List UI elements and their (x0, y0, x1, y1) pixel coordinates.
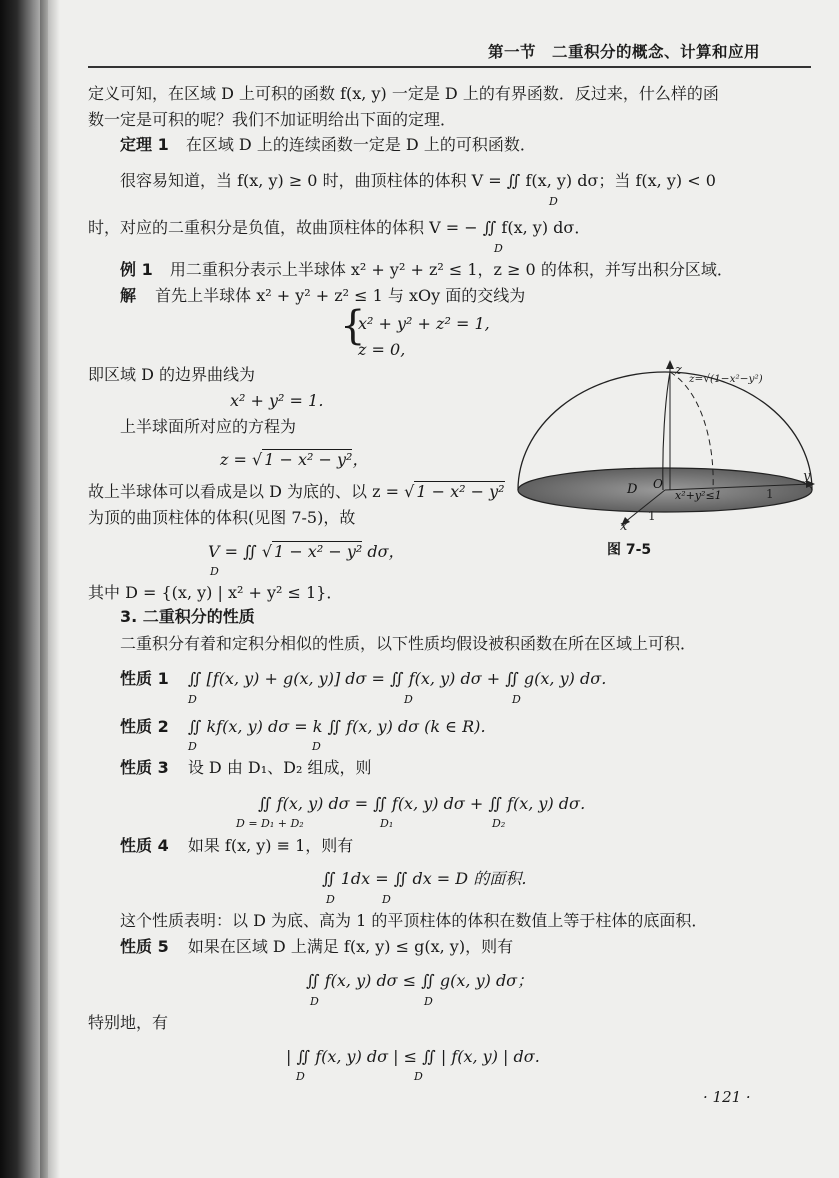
solution-text: 首先上半球体 x² + y² + z² ≤ 1 与 xOy 面的交线为 (155, 286, 526, 305)
text-line: 很容易知道，当 f(x, y) ≥ 0 时，曲顶柱体的体积 V = ∬ f(x, y) dσ；当 f(x, y) < 0 (120, 171, 716, 190)
theorem-label: 定理 1 (120, 135, 169, 154)
domain-label: D (210, 565, 219, 578)
domain-label: D₁ (380, 817, 394, 830)
page-number: · 121 · (703, 1088, 751, 1106)
equation-volume: V = ∬ √ 1 − x² − y² dσ， (208, 542, 405, 561)
text-line: 二重积分有着和定积分相似的性质，以下性质均假设被积函数在所在区域上可积． (120, 634, 697, 653)
text-line: 数一定是可积的呢？我们不加证明给出下面的定理． (88, 110, 457, 129)
system-brace: { (340, 303, 366, 349)
text-line: 上半球面所对应的方程为 (120, 417, 297, 436)
y-one-label: 1 (766, 487, 774, 501)
hemisphere-figure (515, 360, 820, 535)
figure-caption: 图 7-5 (607, 542, 652, 558)
domain-label: D = D₁ + D₂ (236, 817, 304, 830)
text-line: 这个性质表明：以 D 为底、高为 1 的平顶柱体的体积在数值上等于柱体的底面积． (120, 911, 708, 930)
property-3-equation: ∬ f(x, y) dσ = ∬ f(x, y) dσ + ∬ f(x, y) dσ． (258, 794, 596, 813)
property-1: 性质 1 ∬ [f(x, y) + g(x, y)] dσ = ∬ f(x, y) dσ + ∬ g(x, y) dσ． (120, 669, 618, 688)
property-4: 性质 4 如果 f(x, y) ≡ 1，则有 (120, 836, 354, 855)
region-label: x²+y²≤1 (675, 489, 722, 502)
text-line: 故上半球体可以看成是以 D 为底的、以 z = √ 1 − x² − y² (88, 482, 505, 501)
theorem-text: 在区域 D 上的连续函数一定是 D 上的可积函数． (185, 135, 536, 154)
system-eq-2: z = 0, (358, 340, 406, 359)
x-label: x (620, 519, 628, 534)
example-text: 用二重积分表示上半球体 x² + y² + z² ≤ 1，z ≥ 0 的体积，并写出积分区域． (169, 260, 733, 279)
system-eq-1: x² + y² + z² = 1, (358, 314, 490, 333)
example-label: 例 1 (120, 260, 153, 279)
z-arrow (666, 360, 674, 369)
text-line: 其中 D = {(x, y) | x² + y² ≤ 1}． (88, 583, 343, 602)
domain-label: D (382, 893, 391, 906)
y-label: y (803, 469, 811, 484)
surface-label: z=√(1−x²−y²) (689, 373, 763, 385)
property-5-equation-2: | ∬ f(x, y) dσ | ≤ ∬ | f(x, y) | dσ. (286, 1047, 540, 1066)
solution-line (120, 285, 525, 307)
domain-label: D (296, 1070, 305, 1083)
text-line: 为顶的曲顶柱体的体积(见图 7-5)，故 (88, 508, 356, 527)
domain-label: D (494, 242, 503, 255)
binding-gradient (40, 0, 60, 1178)
domain-label: D₂ (492, 817, 506, 830)
text-line: 定义可知，在区域 D 上可积的函数 f(x, y) 一定是 D 上的有界函数．反过来，什么样的函 (88, 84, 719, 103)
header-rule (88, 66, 811, 68)
domain-label: D (424, 995, 433, 1008)
text-line: 时，对应的二重积分是负值，故曲顶柱体的体积 V = − ∬ f(x, y) dσ． (88, 218, 591, 237)
domain-label: D (512, 693, 521, 706)
domain-label: D (188, 740, 197, 753)
text-line: 即区域 D 的边界曲线为 (88, 365, 256, 384)
example-1 (120, 259, 733, 281)
domain-label: D (312, 740, 321, 753)
text-line: 特别地，有 (88, 1013, 169, 1032)
domain-label: D (549, 195, 558, 208)
property-5-equation: ∬ f(x, y) dσ ≤ ∬ g(x, y) dσ； (306, 971, 534, 990)
equation: x² + y² = 1． (230, 391, 335, 410)
domain-label: D (414, 1070, 423, 1083)
equation-sqrt: z = √ 1 − x² − y²， (220, 450, 369, 469)
section-heading: 3. 二重积分的性质 (120, 607, 255, 626)
z-label: z (675, 363, 682, 378)
property-3: 性质 3 设 D 由 D₁、D₂ 组成，则 (120, 758, 372, 777)
solution-label: 解 (120, 286, 137, 305)
domain-label: D (404, 693, 413, 706)
book-page (60, 0, 839, 1178)
property-2: 性质 2 ∬ kf(x, y) dσ = k ∬ f(x, y) dσ (k ∈ R)． (120, 717, 497, 736)
property-4-equation: ∬ 1dx = ∬ dx = D 的面积． (322, 869, 538, 888)
origin-label: O (653, 477, 663, 491)
domain-label: D (310, 995, 319, 1008)
property-5: 性质 5 如果在区域 D 上满足 f(x, y) ≤ g(x, y)，则有 (120, 937, 514, 956)
d-label: D (627, 482, 638, 497)
domain-label: D (326, 893, 335, 906)
x-one-label: 1 (648, 509, 656, 523)
running-header: 第一节 二重积分的概念、计算和应用 (488, 43, 761, 61)
domain-label: D (188, 693, 197, 706)
theorem-1 (120, 134, 536, 156)
